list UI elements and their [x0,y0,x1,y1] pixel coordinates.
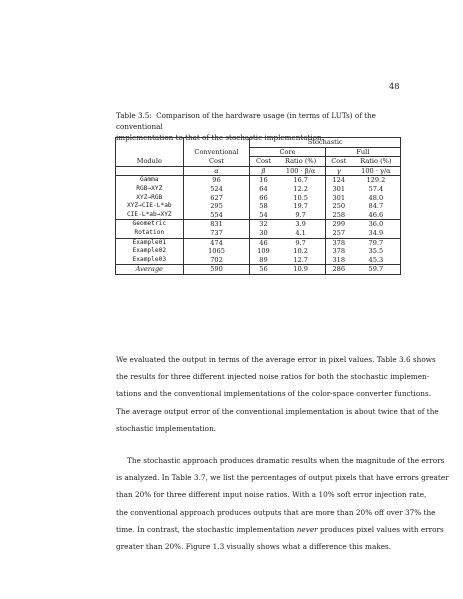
paragraph-line: We evaluated the output in terms of the average error in pixel values. Table 3.6 shows [116,355,436,364]
table-cell: 474 [183,238,250,247]
table-cell: 96 [183,176,250,185]
caption-line-1: Comparison of the hardware usage (in terms of LUTs) of the conventional [116,111,376,131]
header-blank [116,166,184,176]
header-gamma: γ [325,166,352,176]
header-stochastic: Stochastic [250,138,401,148]
table-cell: 84.7 [352,202,401,211]
table-cell: 10.5 [293,193,308,202]
header-core-formula: 100 · β/α [277,166,326,176]
table-row [116,202,401,211]
module-name-cell: Average [116,265,184,275]
table-cell: 250 [325,202,352,211]
caption-line-2: implementation to that of the stochastic implementation. [116,132,324,142]
table-cell: 12.2 [293,184,308,193]
table-cell: 57.4 [352,185,401,194]
table-cell: 59.7 [352,265,401,275]
table-row [116,256,401,265]
module-name-cell: Rotation [116,229,184,238]
header-blank [116,138,184,148]
table-cell: 46.6 [352,211,401,220]
header-beta: β [250,166,277,176]
emphasis: never [296,524,318,534]
module-name-cell: Example03 [116,256,184,265]
table-row [116,176,401,185]
caption-label: Table 3.5: [116,111,152,120]
table-row [116,229,401,238]
table-row [116,220,401,229]
table-cell: 32 [250,220,277,229]
table-row-average [116,265,401,275]
table-cell: 831 [183,220,250,229]
table-cell: 129.2 [352,176,401,185]
header-core: Core [250,147,325,157]
table-cell: 48.0 [352,194,401,203]
table-cell: 4.1 [277,229,326,238]
table-cell: 9.7 [277,211,326,220]
header-conventional: Conventional [183,147,250,157]
module-name-cell: Geometric [116,220,184,229]
table-cell: 19.7 [293,202,308,211]
table-cell: 301 [325,185,352,194]
module-name-cell: RGB→XYZ [116,185,184,194]
table-cell: 702 [183,256,250,265]
table-row [116,247,401,256]
header-cost: Cost [183,157,250,167]
paragraph-line: the conventional approach produces outputs that are more than 20% off over 37% the [116,507,436,517]
paragraph-line: than 20% for three different input noise ratios. With a 10% soft error injection rate, [116,490,427,500]
paragraph-2 [116,452,449,555]
table-cell: 64 [250,185,277,194]
header-core-cost: Cost [250,157,277,167]
table-cell: 301 [325,194,352,203]
table-cell: 109 [250,247,277,256]
table-cell: 257 [325,229,352,238]
header-alpha: α [183,166,250,176]
header-full-formula: 100 · γ/α [352,166,401,176]
table-cell: 9.7 [295,238,306,247]
paragraph-line: time. In contrast, the stochastic implementation never produces pixel values with errors [116,524,444,534]
table-row [116,194,401,203]
paragraph-line: The average output error of the conventional implementation is about twice that of the [116,406,439,416]
table-cell: 295 [183,202,250,211]
table-cell: 286 [325,265,352,275]
hardware-usage-table [115,137,401,275]
header-core-ratio: Ratio (%) [284,157,317,166]
header-blank [183,138,250,148]
table-cell: 54 [250,211,277,220]
paragraph-line: stochastic implementation. [116,423,217,433]
page-number: 48 [389,81,400,91]
paragraph-line: tations and the conventional implementations of the color-space converter functions. [116,389,432,399]
module-name-cell: Gamma [116,176,184,185]
header-module: Module [116,157,184,167]
table-cell: 12.7 [277,256,326,265]
table-cell: 16.7 [293,176,308,185]
table-row [116,238,401,247]
table-cell: 89 [250,256,277,265]
module-name-cell: Example01 [116,238,184,247]
table-cell: 627 [183,194,250,203]
table-cell: 378 [325,238,352,247]
table-cell: 36.0 [352,220,401,229]
table-cell: 45.3 [352,256,401,265]
table-row [116,211,401,220]
module-name-cell: Example02 [116,247,184,256]
table-cell: 737 [183,229,250,238]
header-full-ratio: Ratio (%) [352,157,401,167]
table-cell: 16 [250,176,277,185]
paragraph-line: The stochastic approach produces dramatic results when the magnitude of the errors [127,456,445,465]
table-row [116,185,401,194]
table-cell: 58 [250,202,277,211]
table-cell: 10.2 [293,247,308,256]
paragraph-line: is analyzed. In Table 3.7, we list the percentages of output pixels that have errors greater [116,473,449,483]
table-cell: 378 [325,247,352,256]
header-full-cost: Cost [325,157,352,167]
table-cell: 124 [325,176,352,185]
table-cell: 46 [250,238,277,247]
table-cell: 3.9 [295,220,306,229]
table-cell: 590 [183,265,250,275]
table-cell: 66 [250,194,277,203]
module-name-cell: XYZ→CIE-L*ab [116,202,184,211]
table-cell: 56 [250,265,277,275]
paragraph-1 [116,351,439,437]
table-cell: 258 [325,211,352,220]
table-cell: 30 [250,229,277,238]
table-cell: 79.7 [352,238,401,247]
paragraph-line: the results for three different injected noise ratios for both the stochastic implemen- [116,372,430,382]
table-body [116,176,401,275]
module-name-cell: XYZ→RGB [116,194,184,203]
table-cell: 318 [325,256,352,265]
paragraph-line: greater than 20%. Figure 1.3 visually shows what a difference this makes. [116,542,392,552]
table-cell: 10.9 [277,265,326,275]
table-cell: 554 [183,211,250,220]
table-cell: 35.5 [352,247,401,256]
table-cell: 34.9 [352,229,401,238]
table-cell: 524 [183,185,250,194]
table-cell: 1065 [183,247,250,256]
module-name-cell: CIE-L*ab→XYZ [116,211,184,220]
table-cell: 299 [325,220,352,229]
header-blank [116,147,184,157]
header-full: Full [325,147,400,157]
